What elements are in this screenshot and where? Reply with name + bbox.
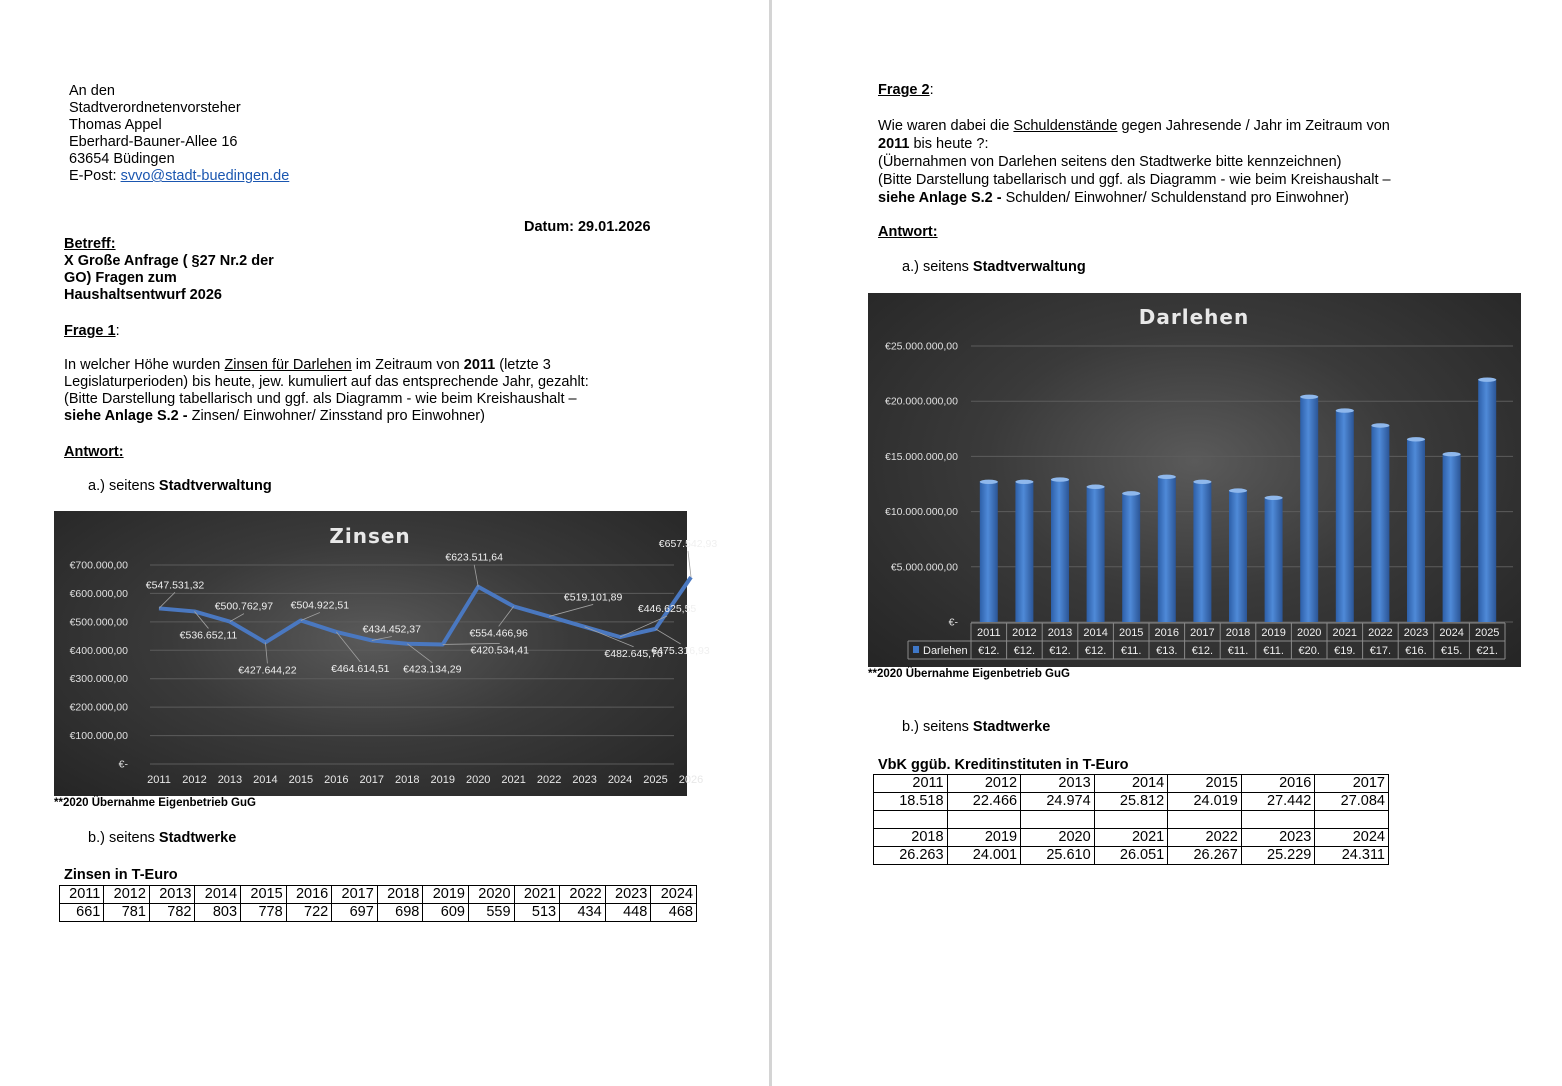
table-cell: 22.466 [947, 793, 1021, 811]
letter-date: Datum: 29.01.2026 [524, 219, 651, 235]
chart-title: Zinsen [329, 524, 411, 548]
data-label-leader [656, 629, 681, 644]
table-cell: 782 [149, 904, 195, 922]
x-tick-label: 2015 [288, 774, 314, 786]
data-label-leader [688, 551, 691, 577]
y-tick-label: €100.000,00 [69, 730, 128, 743]
x-tick-label: 2024 [607, 774, 633, 786]
question-text-line: (Bitte Darstellung tabellarisch und ggf. als Diagramm - wie beim Kreishaushalt – [878, 172, 1391, 188]
question-text-line: In welcher Höhe wurden Zinsen für Darlehen im Zeitraum von 2011 (letzte 3 [64, 357, 551, 373]
table-cell: 722 [286, 904, 332, 922]
question-text-line: (Bitte Darstellung tabellarisch und ggf. als Diagramm - wie beim Kreishaushalt – [64, 391, 577, 407]
y-tick-label: €15.000.000,00 [885, 450, 958, 463]
bar [1229, 491, 1247, 622]
table-cell: 559 [468, 904, 514, 922]
table-cell: 2012 [947, 775, 1021, 793]
question-1-text [64, 357, 684, 425]
zinsen-table-caption: Zinsen in T-Euro [64, 867, 178, 883]
question-1-heading [64, 323, 120, 340]
question-1-label: Frage 1 [64, 323, 116, 339]
bar-cap [1478, 377, 1496, 381]
table-cell: 24.019 [1168, 793, 1242, 811]
y-tick-label: €500.000,00 [69, 616, 128, 629]
data-label-leader [265, 642, 267, 663]
table-cell: 26.263 [874, 847, 948, 865]
x-tick-label: 2015 [1118, 627, 1144, 639]
table-row [60, 886, 697, 904]
question-text-line: 2011 bis heute ?: [878, 136, 989, 152]
data-label: €536.652,11 [179, 629, 238, 642]
data-label: €482.645,70 [604, 647, 663, 660]
x-tick-label: 2020 [465, 774, 491, 786]
data-label-leader [301, 612, 320, 620]
data-label: €464.614,51 [331, 662, 390, 675]
x-tick-label: 2026 [678, 774, 704, 786]
zinsen-chart [54, 511, 718, 796]
bar-cap [1265, 496, 1283, 500]
x-tick-label: 2023 [1403, 627, 1429, 639]
y-tick-label: €- [118, 758, 128, 771]
table-cell: 2018 [874, 829, 948, 847]
table-cell [947, 811, 1021, 829]
x-tick-label: 2022 [536, 774, 562, 786]
question-text-line: (Übernahmen von Darlehen seitens den Stadtwerke bitte kennzeichnen) [878, 154, 1342, 170]
question-2-colon: : [929, 82, 934, 98]
table-cell: 803 [195, 904, 241, 922]
data-label: €20. [1298, 645, 1320, 657]
table-cell: 2022 [560, 886, 606, 904]
y-tick-label: €600.000,00 [69, 587, 128, 600]
table-cell: 25.610 [1021, 847, 1095, 865]
data-label: €16. [1405, 645, 1427, 657]
bar-cap [1087, 485, 1105, 489]
x-tick-label: 2012 [1012, 627, 1037, 639]
vbk-table [873, 774, 1389, 865]
table-cell: 27.442 [1241, 793, 1315, 811]
table-row [874, 847, 1389, 865]
table-cell: 2019 [423, 886, 469, 904]
darlehen-chart-svg [868, 293, 1521, 667]
x-tick-label: 2017 [359, 774, 385, 786]
bar [1300, 397, 1318, 622]
chart-footnote: **2020 Übernahme Eigenbetrieb GuG [868, 668, 1070, 680]
question-2-heading [878, 82, 934, 99]
answer-1a-heading: a.) seitens Stadtverwaltung [88, 478, 272, 494]
bar-cap [1015, 480, 1033, 484]
chart-footnote: **2020 Übernahme Eigenbetrieb GuG [54, 797, 256, 809]
bar-cap [1051, 477, 1069, 481]
zinsen-table [59, 885, 697, 922]
x-tick-label: 2024 [1439, 627, 1464, 639]
x-tick-label: 2016 [1154, 627, 1180, 639]
table-cell: 513 [514, 904, 560, 922]
address-line: Eberhard-Bauner-Allee 16 [69, 134, 238, 150]
data-label: €11. [1120, 645, 1142, 657]
answer-2a-heading: a.) seitens Stadtverwaltung [902, 259, 1086, 275]
table-cell: 2015 [241, 886, 287, 904]
email-line [69, 168, 289, 185]
x-tick-label: 2011 [147, 774, 171, 786]
subject-label: Betreff: [64, 236, 116, 252]
table-cell: 26.267 [1168, 847, 1242, 865]
question-text-line: siehe Anlage S.2 - Schulden/ Einwohner/ Schuldenstand pro Einwohner) [878, 190, 1349, 206]
data-label: €657.542,93 [658, 538, 718, 551]
table-cell: 26.051 [1094, 847, 1168, 865]
table-cell: 2014 [195, 886, 241, 904]
question-2-text [878, 117, 1518, 207]
address-line: Thomas Appel [69, 117, 162, 133]
zinsen-chart-svg [54, 511, 718, 796]
bar-cap [1193, 480, 1211, 484]
data-label: €12. [1084, 645, 1107, 657]
table-cell: 2014 [1094, 775, 1168, 793]
bar-cap [1371, 423, 1389, 427]
email-link[interactable]: svvo@stadt-buedingen.de [120, 168, 290, 184]
subject-line: GO) Fragen zum [64, 270, 177, 286]
bar-cap [1336, 408, 1354, 412]
answer-1b-heading: b.) seitens Stadtwerke [88, 830, 237, 846]
table-row [874, 793, 1389, 811]
table-cell: 2016 [1241, 775, 1315, 793]
table-cell: 2023 [1241, 829, 1315, 847]
y-tick-label: €400.000,00 [69, 644, 128, 657]
address-line: An den [69, 83, 115, 99]
email-label: E-Post: [69, 168, 121, 184]
bar [1407, 439, 1425, 622]
table-cell: 24.001 [947, 847, 1021, 865]
x-tick-label: 2019 [430, 774, 455, 786]
y-tick-label: €700.000,00 [69, 559, 128, 572]
data-label: €12. [1191, 645, 1214, 657]
data-label-leader [230, 614, 244, 622]
table-row [874, 811, 1389, 829]
bar [1158, 477, 1176, 622]
recipient-address [69, 83, 289, 185]
y-tick-label: €300.000,00 [69, 673, 128, 686]
data-label-leader [549, 604, 593, 616]
table-cell: 2015 [1168, 775, 1242, 793]
x-tick-label: 2016 [324, 774, 349, 786]
table-cell: 2021 [1094, 829, 1168, 847]
answer-1-label: Antwort: [64, 444, 124, 460]
data-label: €11. [1263, 645, 1284, 657]
bar [1336, 411, 1354, 622]
table-row [874, 775, 1389, 793]
y-tick-label: €200.000,00 [69, 701, 128, 714]
data-label: €12. [978, 645, 1000, 657]
bar [1193, 482, 1211, 622]
table-cell: 781 [104, 904, 150, 922]
subject-block [64, 236, 274, 304]
y-tick-label: €5.000.000,00 [890, 561, 958, 574]
bar [980, 482, 998, 622]
x-tick-label: 2011 [976, 627, 1001, 639]
data-label: €554.466,96 [469, 627, 528, 640]
table-cell: 2017 [332, 886, 378, 904]
bar [1122, 493, 1140, 622]
table-row [60, 904, 697, 922]
bar [1265, 498, 1283, 622]
x-tick-label: 2014 [1083, 627, 1108, 639]
table-cell: 25.812 [1094, 793, 1168, 811]
answer-2b-heading: b.) seitens Stadtwerke [902, 719, 1051, 735]
question-2-label: Frage 2 [878, 82, 930, 98]
x-tick-label: 2013 [1047, 627, 1073, 639]
table-cell: 2017 [1315, 775, 1389, 793]
address-line: Stadtverordnetenvorsteher [69, 100, 241, 116]
x-tick-label: 2025 [643, 774, 668, 786]
bar [1478, 380, 1496, 622]
bar-cap [1300, 395, 1318, 399]
answer-2-label: Antwort: [878, 224, 938, 240]
data-label-leader [159, 592, 175, 608]
question-text-line: siehe Anlage S.2 - Zinsen/ Einwohner/ Zinsstand pro Einwohner) [64, 408, 485, 424]
subject-line: Haushaltsentwurf 2026 [64, 287, 222, 303]
x-tick-label: 2025 [1474, 627, 1500, 639]
page-divider [769, 0, 772, 1086]
table-cell: 24.974 [1021, 793, 1095, 811]
legend-swatch [913, 646, 919, 653]
table-cell: 2024 [1315, 829, 1389, 847]
data-label: €423.134,29 [403, 663, 462, 676]
question-text-line: Wie waren dabei die Schuldenstände gegen Jahresende / Jahr im Zeitraum von [878, 118, 1390, 134]
bar [1015, 482, 1033, 622]
data-label: €12. [1013, 645, 1036, 657]
table-cell: 2013 [149, 886, 195, 904]
x-tick-label: 2018 [395, 774, 420, 786]
data-label: €12. [1049, 645, 1071, 657]
table-cell [874, 811, 948, 829]
table-cell [1021, 811, 1095, 829]
table-cell: 24.311 [1315, 847, 1389, 865]
data-label: €15. [1440, 645, 1463, 657]
table-cell: 2020 [468, 886, 514, 904]
table-cell [1168, 811, 1242, 829]
x-tick-label: 2021 [1332, 627, 1358, 639]
table-cell: 2019 [947, 829, 1021, 847]
table-cell [1241, 811, 1315, 829]
question-text-line: Legislaturperioden) bis heute, jew. kumuliert auf das entsprechende Jahr, gezahlt: [64, 374, 589, 390]
table-cell: 698 [377, 904, 423, 922]
x-tick-label: 2012 [182, 774, 207, 786]
x-tick-label: 2014 [253, 774, 278, 786]
data-label-leader [474, 565, 478, 587]
x-tick-label: 2019 [1261, 627, 1286, 639]
bar-cap [1122, 491, 1140, 495]
table-cell: 697 [332, 904, 378, 922]
table-cell: 2013 [1021, 775, 1095, 793]
bar-cap [1407, 437, 1425, 441]
data-label: €475.316,93 [651, 644, 710, 657]
table-cell: 2011 [874, 775, 948, 793]
vbk-table-caption: VbK ggüb. Kreditinstituten in T-Euro [878, 757, 1129, 773]
legend-label: Darlehen [923, 645, 968, 657]
table-cell: 18.518 [874, 793, 948, 811]
data-label: €11. [1227, 645, 1249, 657]
table-cell [1094, 811, 1168, 829]
bar-cap [1158, 475, 1176, 479]
data-label: €17. [1369, 645, 1392, 657]
table-cell: 2016 [286, 886, 332, 904]
x-tick-label: 2023 [572, 774, 597, 786]
table-cell: 2023 [605, 886, 651, 904]
table-cell: 2018 [377, 886, 423, 904]
table-cell: 434 [560, 904, 606, 922]
table-cell [1315, 811, 1389, 829]
y-tick-label: €10.000.000,00 [885, 506, 958, 519]
data-label: €427.644,22 [238, 664, 297, 677]
table-cell: 778 [241, 904, 287, 922]
table-cell: 2022 [1168, 829, 1242, 847]
data-label: €19. [1334, 645, 1356, 657]
table-cell: 25.229 [1241, 847, 1315, 865]
table-cell: 468 [651, 904, 697, 922]
table-cell: 2011 [60, 886, 104, 904]
x-tick-label: 2013 [217, 774, 243, 786]
bar-cap [980, 480, 998, 484]
data-label: €446.625,55 [637, 603, 697, 616]
bar [1051, 480, 1069, 622]
data-label: €504.922,51 [290, 599, 350, 612]
y-tick-label: €20.000.000,00 [885, 395, 958, 408]
x-tick-label: 2018 [1225, 627, 1251, 639]
data-label: €13. [1156, 645, 1178, 657]
subject-line: X Große Anfrage ( §27 Nr.2 der [64, 253, 274, 269]
bar [1371, 425, 1389, 622]
data-label-leader [620, 616, 667, 637]
data-label: €519.101,89 [563, 591, 623, 604]
data-label: €434.452,37 [362, 623, 422, 636]
address-line: 63654 Büdingen [69, 151, 175, 167]
data-label-leader [499, 606, 514, 626]
table-cell: 661 [60, 904, 104, 922]
x-tick-label: 2020 [1296, 627, 1322, 639]
table-cell: 2021 [514, 886, 560, 904]
data-label: €21. [1476, 645, 1498, 657]
table-row [874, 829, 1389, 847]
darlehen-chart [868, 293, 1521, 667]
table-cell: 2012 [104, 886, 150, 904]
y-tick-label: €- [948, 616, 958, 629]
table-cell: 448 [605, 904, 651, 922]
table-cell: 609 [423, 904, 469, 922]
x-tick-label: 2021 [501, 774, 526, 786]
data-label: €623.511,64 [445, 551, 504, 564]
data-label-leader [407, 644, 432, 663]
question-1-colon: : [115, 323, 120, 339]
bar [1087, 487, 1105, 622]
x-tick-label: 2022 [1368, 627, 1393, 639]
y-tick-label: €25.000.000,00 [885, 340, 958, 353]
data-label: €500.762,97 [214, 600, 274, 613]
data-label: €547.531,32 [145, 579, 205, 592]
bar-cap [1443, 452, 1461, 456]
x-tick-label: 2017 [1190, 627, 1215, 639]
chart-title: Darlehen [1138, 305, 1250, 329]
table-cell: 27.084 [1315, 793, 1389, 811]
bar [1443, 454, 1461, 622]
bar-cap [1229, 488, 1247, 492]
table-cell: 2020 [1021, 829, 1095, 847]
table-cell: 2024 [651, 886, 697, 904]
data-label: €420.534,41 [470, 644, 529, 657]
